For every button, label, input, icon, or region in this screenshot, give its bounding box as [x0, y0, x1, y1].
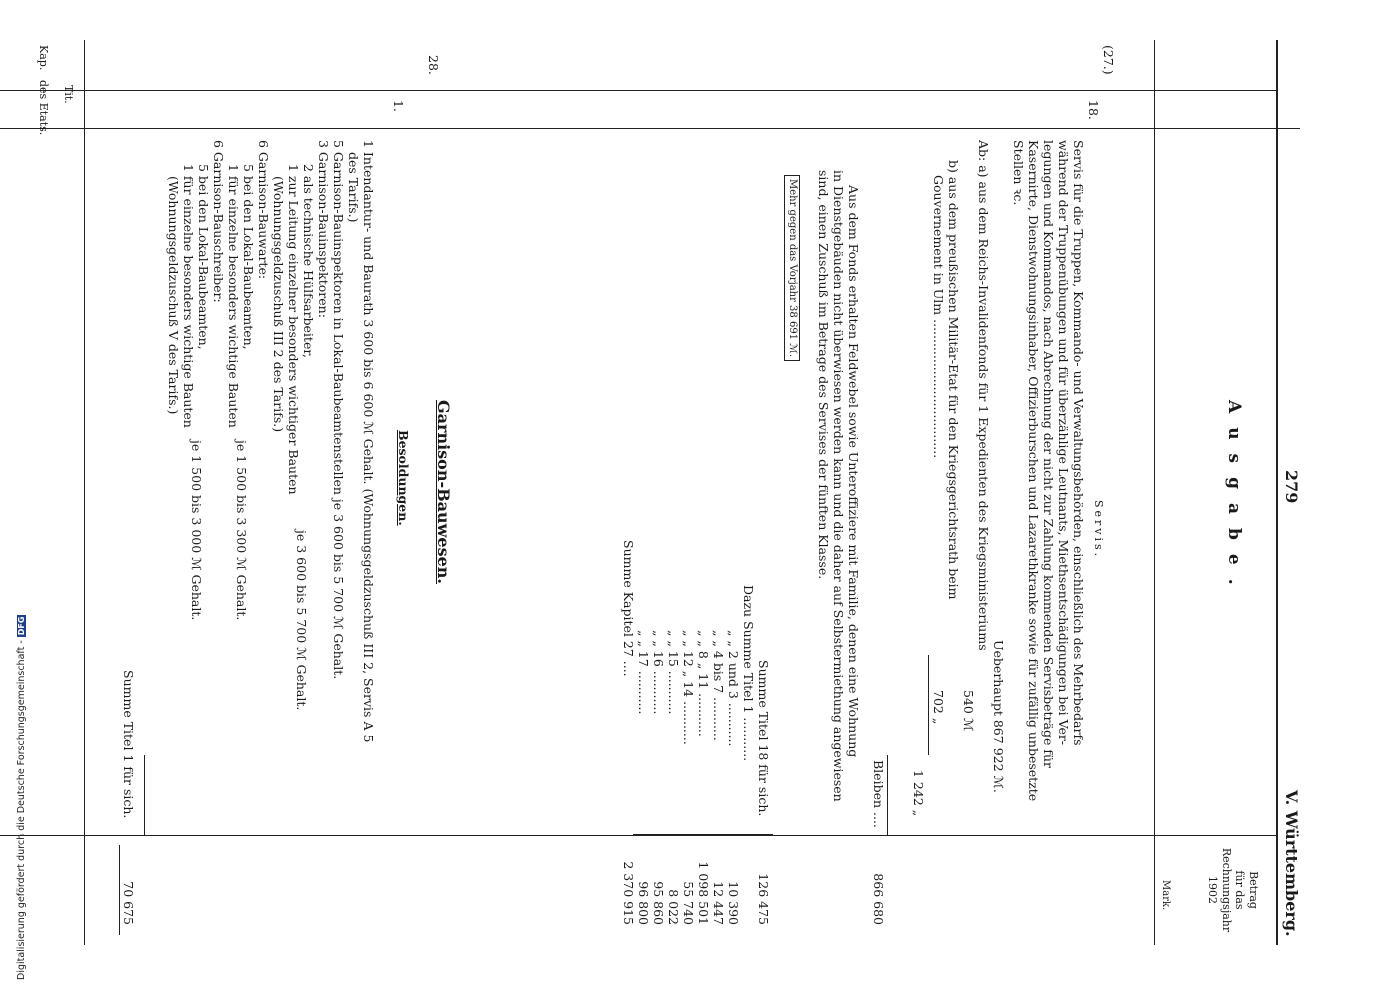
summe-row-6-label: „ „ 15 ........... — [666, 630, 681, 715]
dfg-logo: DFG — [17, 616, 26, 636]
kap27-note-1: Aus dem Fonds erhalten Feldwebel sowie Unteroffiziere mit Familie, denen eine Wohnung — [846, 185, 861, 758]
kap27-ab-b-2: Gouvernement in Ulm ................................... — [931, 175, 946, 459]
summen-bracket — [633, 834, 773, 835]
bleiben-rule — [887, 755, 888, 835]
kap28-summe-value: 70 675 — [121, 881, 136, 925]
kap28-line-16: je 1 500 bis 3 000 ℳ Gehalt. — [189, 440, 204, 621]
summe-row-2-value: 10 390 — [726, 881, 741, 925]
summe-row-8-value: 96 800 — [636, 881, 651, 925]
kap27-text-3: legungen und Kommandos, nach Abrechnung der nicht zur Zahlung kommenden Servisbeträge für — [1041, 140, 1056, 768]
kap27-ab-b-value: 702 „ — [931, 690, 946, 725]
left-column-rule — [0, 90, 1278, 91]
kap28-line-13: 6 Garnison-Bauschreiber: — [211, 140, 226, 303]
kap28-summe-rule — [144, 755, 145, 835]
kap28-line-5: 2 als technische Hülfsarbeiter, — [301, 164, 316, 358]
kap27-kap: (27.) — [1101, 45, 1116, 75]
kap27-bleiben: Bleiben .... — [871, 760, 886, 828]
top-rule — [1276, 40, 1278, 945]
summe-row-0-label: Summe Titel 18 für sich. — [756, 660, 771, 817]
summe-row-4-value: 1 098 501 — [696, 861, 711, 925]
footer-credit — [16, 615, 27, 980]
col-betrag-label — [1206, 845, 1260, 935]
header-rule — [1154, 40, 1155, 945]
summe-row-7-label: „ „ 16 ........... — [651, 630, 666, 715]
kap28-summe-underline — [119, 845, 120, 935]
kap27-ab-sum: 1 242 „ — [911, 770, 926, 817]
summe-row-3-label: „ „ 4 bis 7 ........... — [711, 630, 726, 741]
footer-text: Digitalisierung gefördert durch die Deutsche Forschungsgemeinschaft - — [16, 640, 27, 980]
kap27-text-1: Servis für die Truppen, Kommando- und Verwaltungsbehörden, einschließlich des Mehrbedarfs — [1071, 140, 1086, 746]
kap27-heading: Servis. — [1092, 500, 1105, 560]
summe-row-8-label: „ „ 17 ........... — [636, 630, 651, 715]
kap28-line-8: (Wohnungsgeldzuschuß III 2 des Tarifs.) — [271, 176, 286, 433]
col-etat-label: des Etats. — [37, 80, 50, 136]
page-number: 279 — [1282, 470, 1301, 504]
summe-row-0-value: 126 475 — [756, 873, 771, 925]
betrag-line-2: für das — [1233, 870, 1247, 910]
kap28-summe-label: Summe Titel 1 für sich. — [121, 670, 136, 819]
kap28-line-17: (Wohnungsgeldzuschuß V des Tarifs.) — [166, 176, 181, 415]
summe-kapitel-value: 2 370 915 — [621, 861, 636, 925]
col-rule-kap-tit — [84, 40, 85, 945]
kap27-ueberhaupt: Ueberhaupt 867 922 ℳ. — [991, 640, 1006, 793]
kap27-ab-b-1: b) aus dem preußischen Militär-Etat für den Kriegsgerichtsrath beim — [946, 160, 961, 600]
betrag-line-4: 1902 — [1206, 876, 1220, 904]
summe-row-1-label: Dazu Summe Titel 1 ........... — [741, 585, 756, 762]
kap28-line-15: 1 für einzelne besonders wichtige Bauten — [181, 164, 196, 428]
kap27-text-4: Kasernirte, Dienstwohnungsinhaber, Offizierburschen und Lazarethkranke sowie für zufällig unbesetzte — [1026, 140, 1041, 802]
summe-row-2-label: „ „ 2 und 3 ........... — [726, 630, 741, 747]
kap28-line-10: 5 bei den Lokal-Baubeamten, — [241, 164, 256, 350]
kap28-line-7: je 3 600 bis 5 700 ℳ Gehalt. — [294, 530, 309, 711]
kap27-ab-a-value: 540 ℳ — [961, 690, 976, 732]
amount-column-rule — [0, 835, 1278, 836]
kap27-note-3: sind, einen Zuschuß im Betrage des Servises der fünften Klasse. — [816, 170, 831, 580]
col-kap-label: Kap. — [37, 45, 50, 71]
kap28-heading: Garnison-Bauwesen. — [434, 400, 453, 584]
lit-column-rule — [0, 128, 1300, 129]
summe-row-3-value: 12 447 — [711, 881, 726, 925]
kap28-line-4: 3 Garnison-Bauinspektoren: — [316, 140, 331, 318]
ab-sum-rule — [928, 655, 929, 755]
kap28-line-2: des Tarifs.) — [346, 152, 361, 223]
kap28-line-14: 5 bei den Lokal-Baubeamten, — [196, 164, 211, 350]
col-tit-label: Tit. — [62, 85, 75, 104]
summe-row-7-value: 95 860 — [651, 881, 666, 925]
kap28-kap: 28. — [426, 55, 441, 75]
kap28-tit: 1. — [391, 100, 406, 112]
summe-kapitel-label: Summe Kapitel 27 .... — [621, 540, 636, 677]
kap28-line-12: je 1 500 bis 3 300 ℳ Gehalt. — [234, 440, 249, 621]
kap27-text-2: während der Truppenübungen und für überzählige Leutnants, Miethsentschädigungen bei Ver- — [1056, 140, 1071, 746]
kap27-mehr: Mehr gegen das Vorjahr 38 691 ℳ. — [785, 175, 801, 361]
betrag-line-3: Rechnungsjahr — [1220, 847, 1233, 933]
kap27-bleiben-value: 866 680 — [871, 873, 886, 925]
summe-row-5-value: 55 740 — [681, 881, 696, 925]
kap27-text-5: Stellen ꝛc. — [1011, 140, 1026, 206]
kap27-tit: 18. — [1086, 100, 1101, 120]
col-mark-label: Mark. — [1160, 880, 1171, 911]
page-heading: Ausgabe. — [1224, 400, 1244, 599]
kap28-subheading: Besoldungen. — [396, 430, 411, 526]
summe-row-5-label: „ „ 12 „ 14 ........... — [681, 630, 696, 745]
kap28-line-1: 1 Intendantur- und Baurath 3 600 bis 6 600 ℳ Gehalt. (Wohnungsgeldzuschuß III 2, Servis A 5 — [361, 140, 376, 743]
summe-row-6-value: 8 022 — [666, 889, 681, 925]
kap28-line-9: 6 Garnison-Bauwarte: — [256, 140, 271, 280]
kap28-line-6: 1 zur Leitung einzelner besonders wichtiger Bauten — [286, 164, 301, 495]
kap27-ab-a: Ab: a) aus dem Reichs-Invalidenfonds für 1 Expedienten des Kriegsministeriums — [976, 140, 991, 651]
kap28-line-11: 1 für einzelne besonders wichtige Bauten — [226, 164, 241, 428]
summe-row-4-label: „ „ 8 „ 11 ........... — [696, 630, 711, 737]
kap27-note-2: in Dienstgebäuden nicht überwiesen werden kann und die daher auf Selbstermiethung angewiesen — [831, 170, 846, 802]
section-title: V. Württemberg. — [1282, 790, 1301, 937]
kap28-line-3: 5 Garnison-Bauinspektoren in Lokal-Baubeamtenstellen je 3 600 bis 5 700 ℳ Gehalt. — [331, 140, 346, 680]
betrag-line-1: Betrag — [1247, 871, 1260, 909]
